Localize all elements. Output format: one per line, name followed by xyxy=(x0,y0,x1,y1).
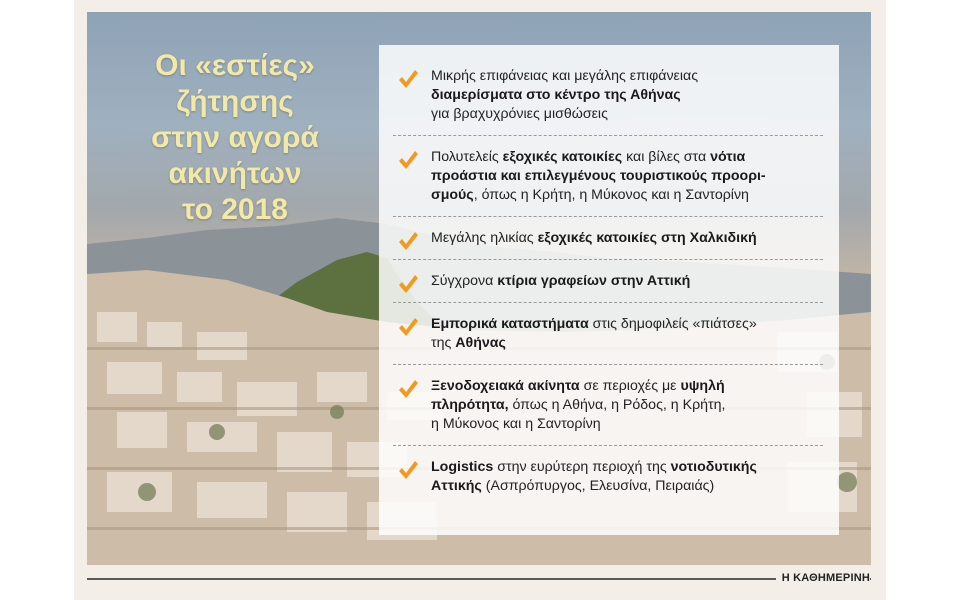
emphasis-text: κτίρια γραφείων στην Αττική xyxy=(497,273,691,289)
emphasis-text: Εμπορικά καταστήματα xyxy=(431,316,589,332)
title-line: ακινήτων xyxy=(168,157,302,190)
body-text: στις δημοφιλείς «πιάτσες» xyxy=(588,316,757,332)
title-line: στην αγορά xyxy=(151,121,319,154)
list-item-line xyxy=(431,315,823,334)
list-item-line xyxy=(431,377,823,396)
body-text: , όπως η Κρήτη, η Μύκονος και η Σαντορίνη xyxy=(473,187,749,203)
list-item-line xyxy=(431,67,823,86)
list-item-line xyxy=(431,229,823,248)
emphasis-text: διαμερίσματα στο κέντρο της Αθήνας xyxy=(431,87,681,103)
list-item xyxy=(393,217,823,260)
checkmark-icon xyxy=(397,459,419,481)
list-item-line xyxy=(431,334,823,353)
emphasis-text: εξοχικές κατοικίες στη Χαλκιδική xyxy=(537,230,757,246)
checkmark-icon xyxy=(397,378,419,400)
body-text: η Μύκονος και η Σαντορίνη xyxy=(431,416,601,432)
title-line: ζήτησης xyxy=(176,85,294,118)
emphasis-text: νοτιοδυτικής xyxy=(670,459,757,475)
emphasis-text: νότια xyxy=(710,149,746,165)
list-item xyxy=(393,260,823,303)
body-text: Μεγάλης ηλικίας xyxy=(431,230,538,246)
body-text: Μικρής επιφάνειας και μεγάλης επιφάνειας xyxy=(431,68,699,84)
list-item-line xyxy=(431,148,823,167)
checkmark-icon xyxy=(397,149,419,171)
body-text: σε περιοχές με xyxy=(579,378,681,394)
list-item-line xyxy=(431,186,823,205)
list-item-line xyxy=(431,396,823,415)
list-item-line xyxy=(431,105,823,124)
list-item xyxy=(393,446,823,507)
body-text: στην ευρύτερη περιοχή της xyxy=(493,459,671,475)
list-item-line xyxy=(431,477,823,496)
emphasis-text: υψηλή xyxy=(680,378,725,394)
body-text: Σύγχρονα xyxy=(431,273,498,289)
emphasis-text: πληρότητα, xyxy=(431,397,509,413)
checkmark-icon xyxy=(397,230,419,252)
body-text: όπως η Αθήνα, η Ρόδος, η Κρήτη, xyxy=(508,397,726,413)
list-item xyxy=(393,303,823,365)
list-item-line xyxy=(431,167,823,186)
checkmark-icon xyxy=(397,316,419,338)
footer-rule xyxy=(87,578,871,580)
emphasis-text: προάστια και επιλεγμένους τουριστικούς προορι- xyxy=(431,168,766,184)
list-item xyxy=(393,136,823,217)
emphasis-text: σμούς xyxy=(431,187,474,203)
body-text: και βίλες στα xyxy=(622,149,711,165)
body-text: Πολυτελείς xyxy=(431,149,503,165)
checkmark-icon xyxy=(397,273,419,295)
publisher-brand: Η ΚΑΘΗΜΕΡΙΝΗ xyxy=(776,572,870,584)
body-text: (Ασπρόπυργος, Ελευσίνα, Πειραιάς) xyxy=(481,478,715,494)
list-item xyxy=(393,365,823,446)
body-text: για βραχυχρόνιες μισθώσεις xyxy=(431,106,608,122)
emphasis-text: εξοχικές κατοικίες xyxy=(502,149,623,165)
emphasis-text: Αθήνας xyxy=(455,335,506,351)
list-item-line xyxy=(431,272,823,291)
infographic-title xyxy=(120,48,350,228)
list-item-line xyxy=(431,86,823,105)
list-item-line xyxy=(431,415,823,434)
emphasis-text: Αττικής xyxy=(431,478,482,494)
emphasis-text: Logistics xyxy=(431,459,494,475)
emphasis-text: Ξενοδοχειακά ακίνητα xyxy=(431,378,580,394)
list-item-line xyxy=(431,458,823,477)
checkmark-icon xyxy=(397,68,419,90)
list-item xyxy=(393,55,823,136)
body-text: της xyxy=(431,335,456,351)
title-line: Οι «εστίες» xyxy=(155,49,315,82)
demand-hotspots-list xyxy=(379,45,839,535)
title-line: το 2018 xyxy=(182,193,288,226)
